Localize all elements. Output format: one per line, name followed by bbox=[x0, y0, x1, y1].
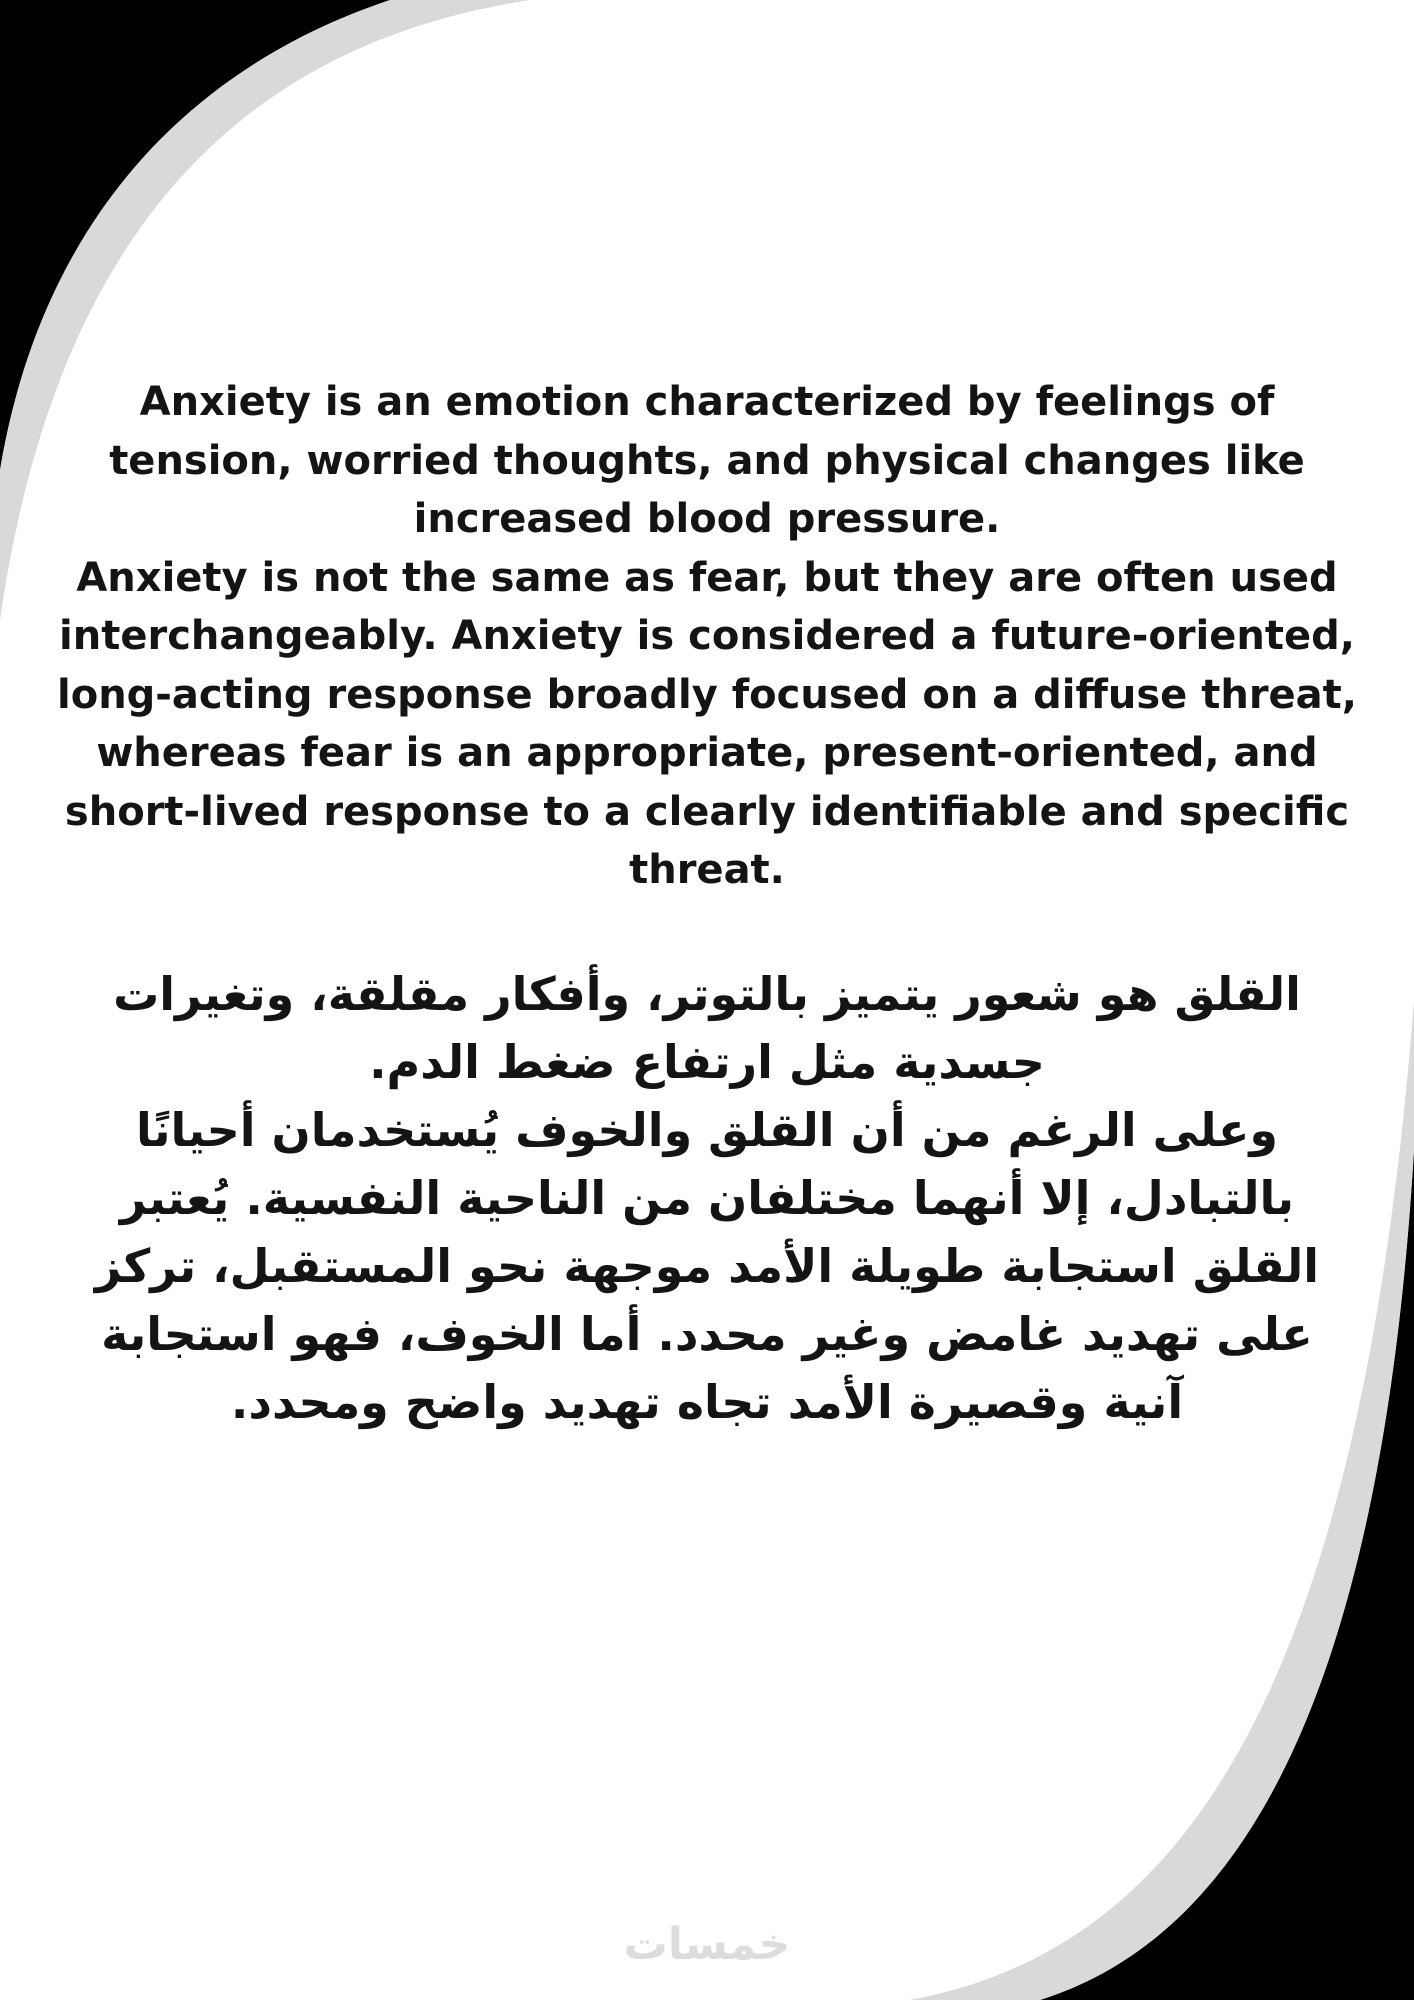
english-paragraph-2: Anxiety is not the same as fear, but they are often used interchangeably. Anxiety is considered a future-oriented, long-acting response broadly focused on a diffuse threat, whereas fear is an appropriate, present-oriented, and short-lived response to a clearly identifiable and specific threat. bbox=[57, 554, 1357, 893]
english-paragraph-1: Anxiety is an emotion characterized by feelings of tension, worried thoughts, and physical changes like increased blood pressure. bbox=[109, 379, 1305, 542]
arabic-text-block bbox=[90, 960, 1324, 1436]
english-text-block bbox=[55, 373, 1359, 900]
arabic-paragraph-1: القلق هو شعور يتميز بالتوتر، وأفكار مقلقة، وتغيرات جسدية مثل ارتفاع ضغط الدم. bbox=[113, 967, 1301, 1089]
arabic-paragraph-2: وعلى الرغم من أن القلق والخوف يُستخدمان أحيانًا بالتبادل، إلا أنهما مختلفان من الناحية النفسية. يُعتبر القلق استجابة طويلة الأمد موجهة نحو المستقبل، تركز على تهديد غامض وغير محدد. أما الخوف، فهو استجابة آنية وقصيرة الأمد تجاه تهديد واضح ومحدد. bbox=[94, 1103, 1320, 1429]
watermark-logo: خمسات bbox=[623, 1919, 791, 1970]
